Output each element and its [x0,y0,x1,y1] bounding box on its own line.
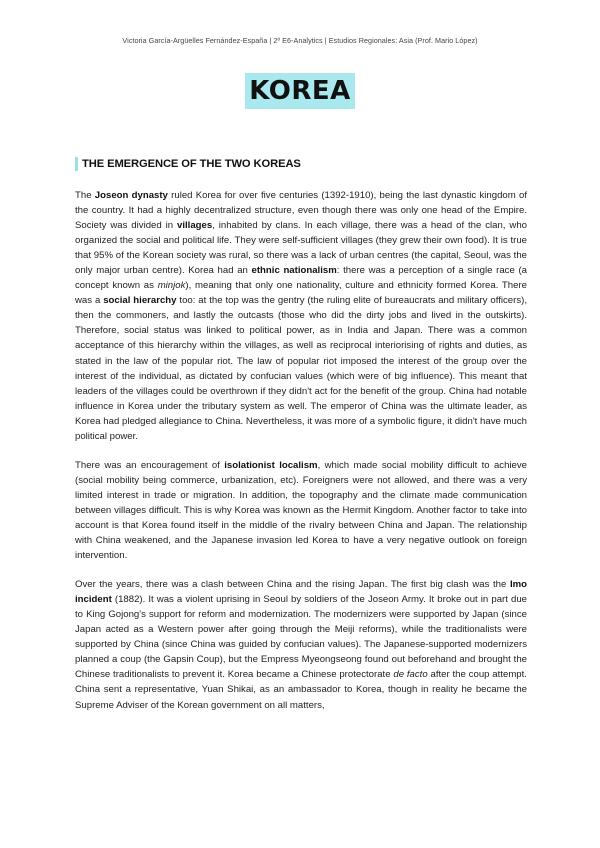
text-run: (1882). It was a violent uprising in Seoul by soldiers of the Joseon Army. It broke out in part due to King Gojong's support for reform and modernization. The modernizers were supported by Japan (since Japan acted as a Western power after going through the Meiji reforms), while the traditionalists were supported by China (since China was guided by confucian values). The Japanese-supported modernizers planned a coup (the Gapsin Coup), but the Empress Myeongseong found out beforehand and brought the Chinese traditionalists to prevent it. Korea became a Chinese protectorate [75,594,527,681]
italic-term: de facto [393,669,428,681]
text-run: after the coup attempt. China sent a representative, Yuan Shikai, as an ambassador to Korea, though in reality he became the Supreme Adviser of the Korean government on all matters, [75,669,527,711]
section-heading [75,157,301,171]
page-title: KOREA [245,73,355,109]
text-run: The [75,190,95,201]
text-run: ), meaning that only one nationality, culture and ethnicity formed Korea. There was a [75,280,527,307]
heading-accent-bar [75,157,78,171]
bold-term: social hierarchy [103,295,177,307]
bold-term: villages [176,220,213,232]
text-run: : there was a perception of a single race (a concept known as [75,265,527,292]
bold-term: Imo incident [75,579,527,606]
text-run: , which made social mobility difficult to achieve (social mobility being commerce, urbanization, etc). Foreigners were not allowed, and there was a very limited interest in trade or migration. In addition, the topography and the climate made communication between villages difficult. This is why Korea was known as the Hermit Kingdom. Another factor to take into account is that Korea found itself in the middle of the rivalry between China and Japan. The relationship with China weakened, and the Japanese invasion led Korea to have a very negative outlook on foreign intervention. [75,459,528,562]
text-run: too: at the top was the gentry (the ruling elite of bureaucrats and military officers), then the commoners, and lastly the outcasts (those who did the dirty jobs and lived in the outskirts). Therefore, social status was linked to political power, as in India and Japan. There was a common acceptance of this hierarchy within the villages, as well as reciprocal interiorising of rights and duties, as stated in the law of the popular riot. The law of popular riot imposed the interest of the group over the interest of the individual, as dictated by confucian values (which were of big influence). This meant that leaders of the villages could be overthrown if they didn't act for the benefit of the group. China had notable influence in Korea under the tributary system as well. The emperor of China was the ultimate leader, as Korea had pledged allegiance to China. Nevertheless, it was more of a symbolic figure, it didn't have much political power. [75,295,527,442]
italic-term: minjok [157,280,186,292]
text-run: , inhabited by clans. In each village, there was a head of the clan, who organized the social and political life. They were self-sufficient villages (they grew their own food). It is true that 95% of the Korean society was rural, so there was a lack of urban centres (the capital, Seoul, was the only major urban centre). Korea had an [75,220,528,277]
section-heading-text: THE EMERGENCE OF THE TWO KOREAS [82,158,301,170]
bold-term: isolationist localism [224,459,318,471]
bold-term: Joseon dynasty [94,190,168,201]
text-run: Over the years, there was a clash between China and the rising Japan. The first big clash was the [75,579,510,591]
paragraph [75,458,527,563]
paragraph [75,188,527,444]
bold-term: ethnic nationalism [251,265,337,277]
body-text [75,188,527,713]
title-wrap [0,73,600,109]
text-run: There was an encouragement of [75,459,225,471]
text-run: ruled Korea for over five centuries (1392-1910), being the last dynastic kingdom of the country. It had a highly decentralized structure, even though there was only one head of the Empire. Society was divided in [75,190,528,232]
paragraph [75,577,527,712]
running-header: Victoria García-Argüelles Fernández-España | 2º E6-Analytics | Estudios Regionales: Asia (Prof. Mario López) [122,36,478,45]
